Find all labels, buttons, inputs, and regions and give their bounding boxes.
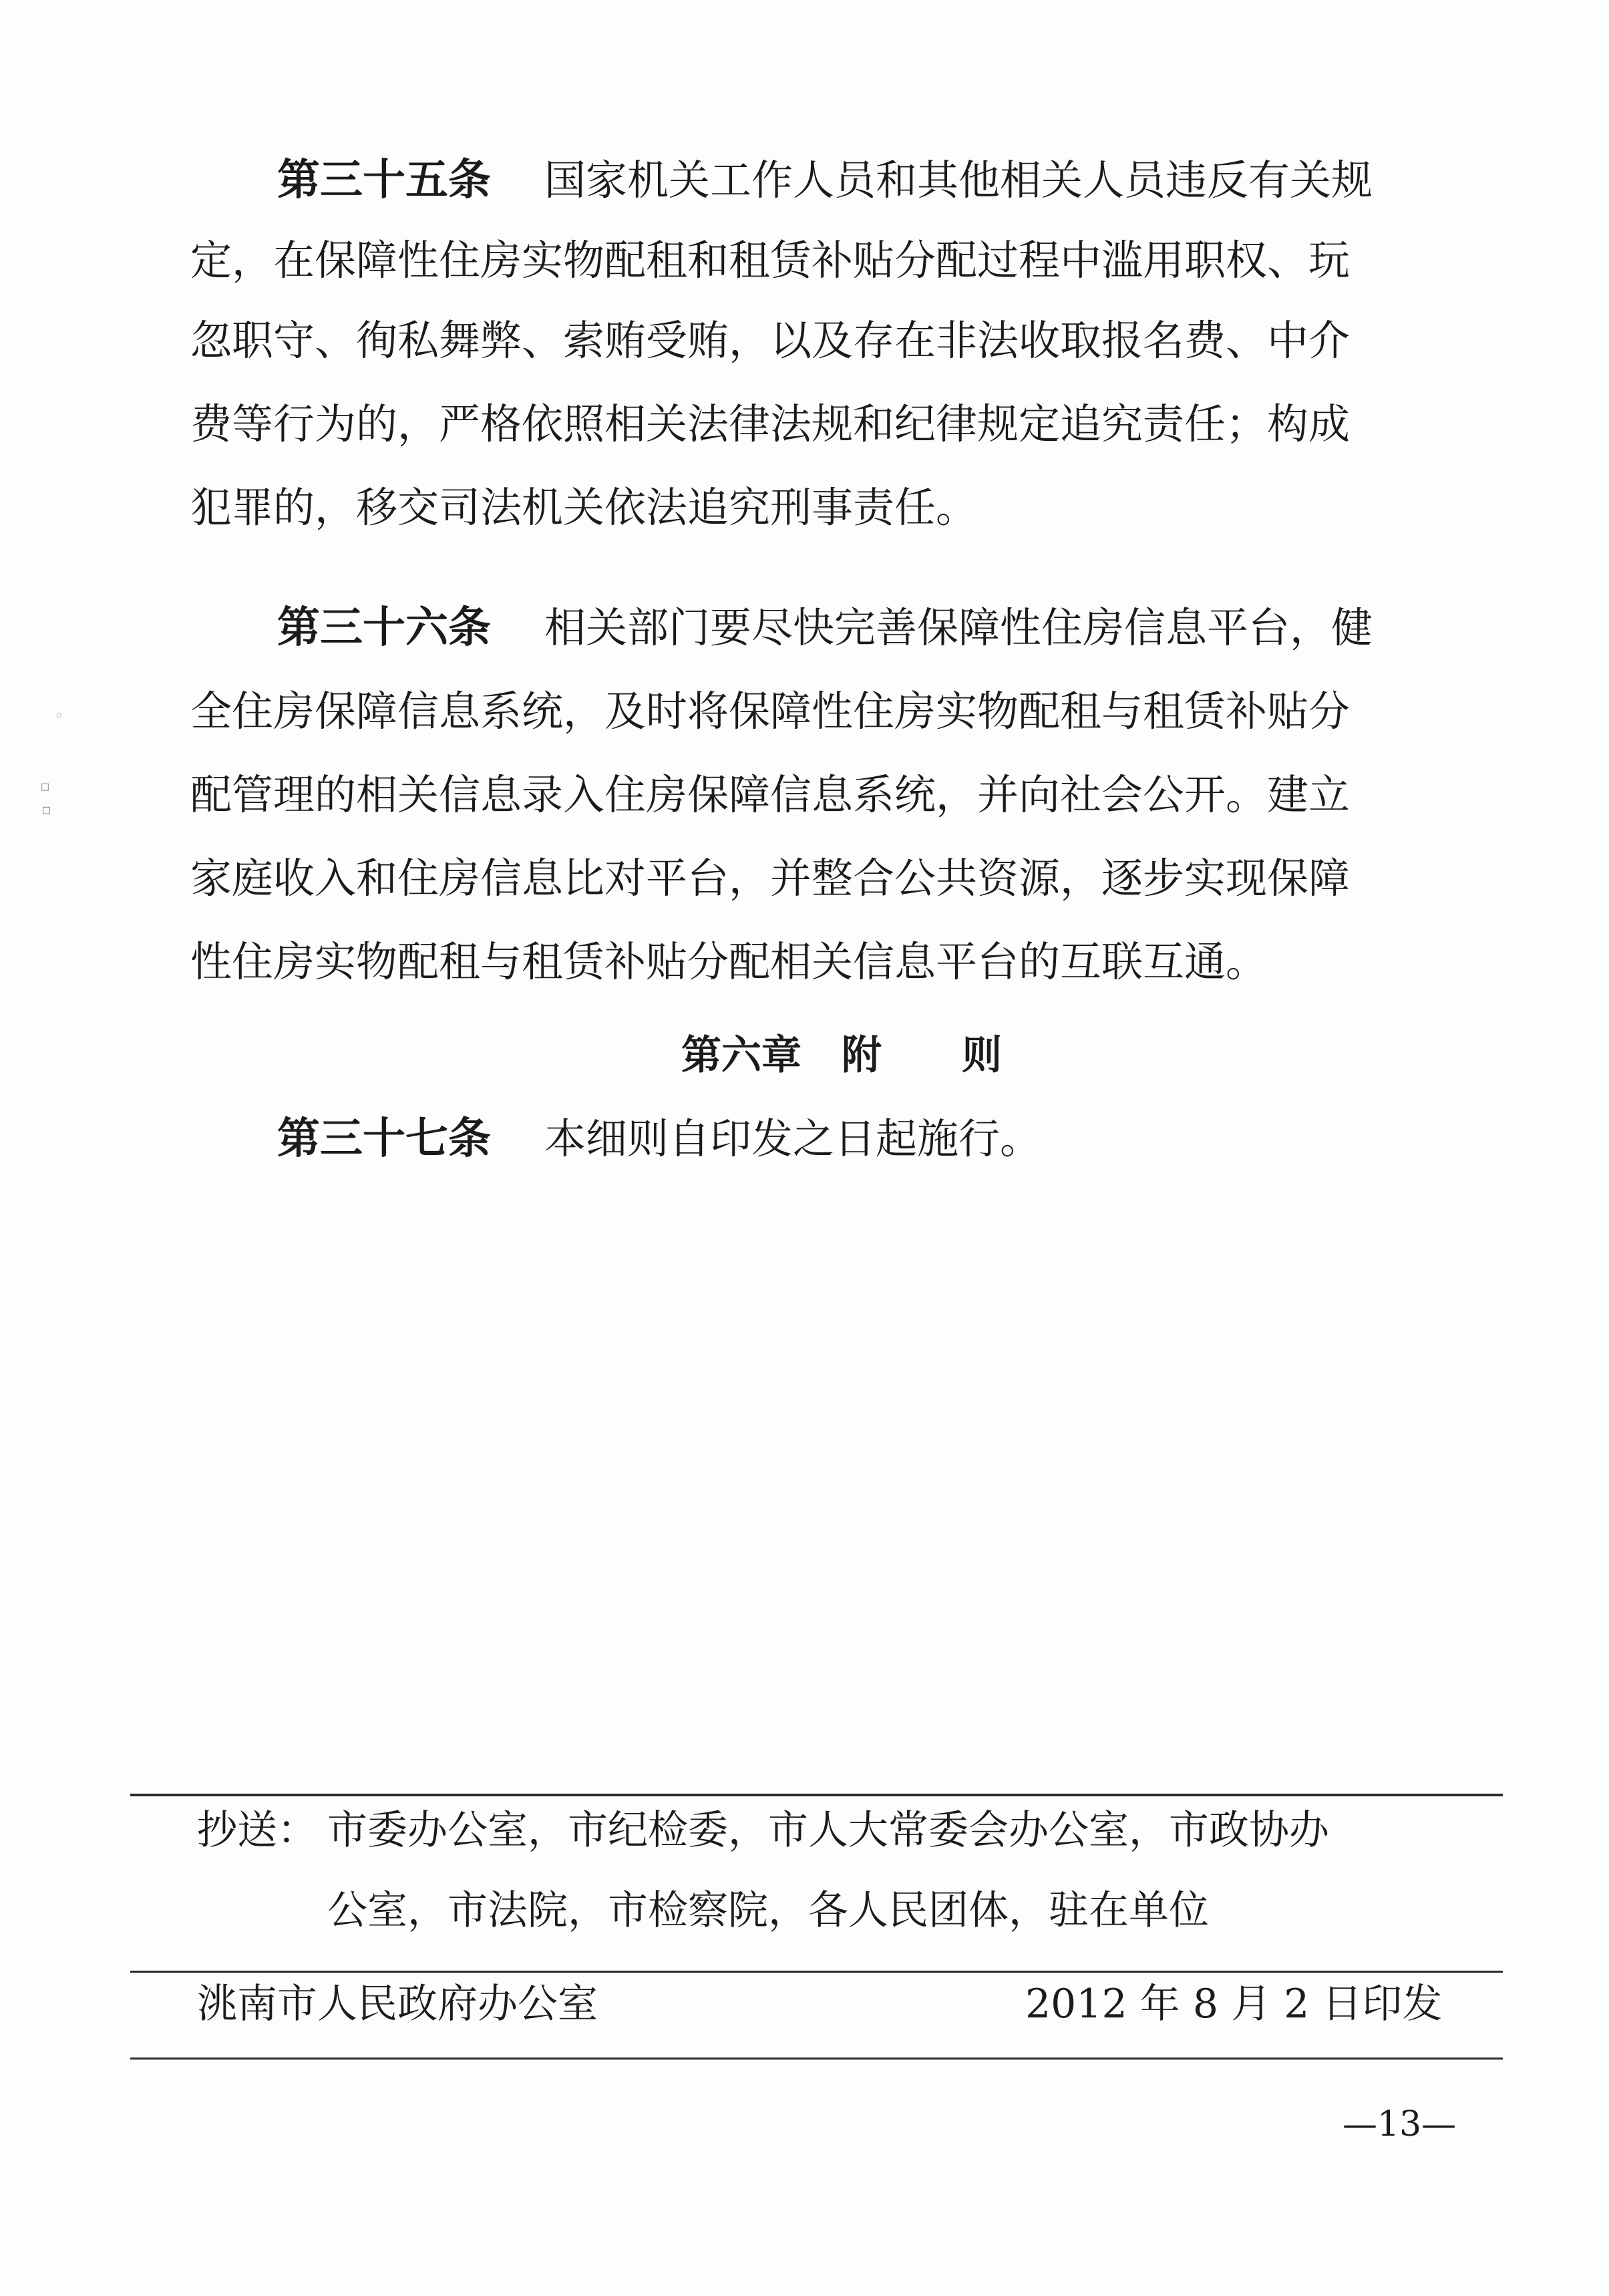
scan-mark: ▫ [40,778,50,795]
issuing-office: 洮南市人民政府办公室 [197,1981,598,2027]
footer-rule-middle [130,1971,1503,1973]
article-37-heading: 第三十七条 [277,1114,491,1164]
article-36-line: 家庭收入和住房信息比对平台，并整合公共资源，逐步实现保障 [190,854,1351,903]
scan-mark: ◦ [55,708,63,725]
article-36-heading: 第三十六条 [277,603,491,653]
chapter-title: 第六章 附 则 [681,1032,1002,1079]
cc-recipients-line-2: 公室，市法院，市检察院，各人民团体，驻在单位 [327,1887,1209,1934]
article-35-heading: 第三十五条 [277,156,491,205]
article-37-text: 本细则自印发之日起施行。 [544,1114,1042,1163]
cc-recipients-line-1: 市委办公室，市纪检委，市人大常委会办公室，市政协办 [327,1807,1329,1854]
footer-rule-bottom [130,2058,1503,2060]
article-35-line: 费等行为的，严格依照相关法律法规和纪律规定追究责任；构成 [190,399,1351,448]
article-35-line: 国家机关工作人员和其他相关人员违反有关规 [544,156,1373,204]
article-35-line: 忽职守、徇私舞弊、索贿受贿，以及存在非法收取报名费、中介 [190,316,1351,365]
issue-date: 2012 年 8 月 2 日印发 [1025,1981,1443,2027]
scan-mark: ▫ [41,802,51,818]
article-35-line: 犯罪的，移交司法机关依法追究刑事责任。 [190,483,978,532]
footer-rule-top [130,1794,1503,1796]
page-number: —13— [1343,2104,1457,2144]
article-36-line: 配管理的相关信息录入住房保障信息系统，并向社会公开。建立 [190,770,1351,819]
article-35-line: 定，在保障性住房实物配租和租赁补贴分配过程中滥用职权、玩 [190,236,1351,285]
cc-label: 抄送： [197,1807,317,1854]
article-36-line: 全住房保障信息系统，及时将保障性住房实物配租与租赁补贴分 [190,687,1351,735]
article-36-line: 相关部门要尽快完善保障性住房信息平台，健 [544,603,1373,652]
article-36-line: 性住房实物配租与租赁补贴分配相关信息平台的互联互通。 [190,937,1268,986]
